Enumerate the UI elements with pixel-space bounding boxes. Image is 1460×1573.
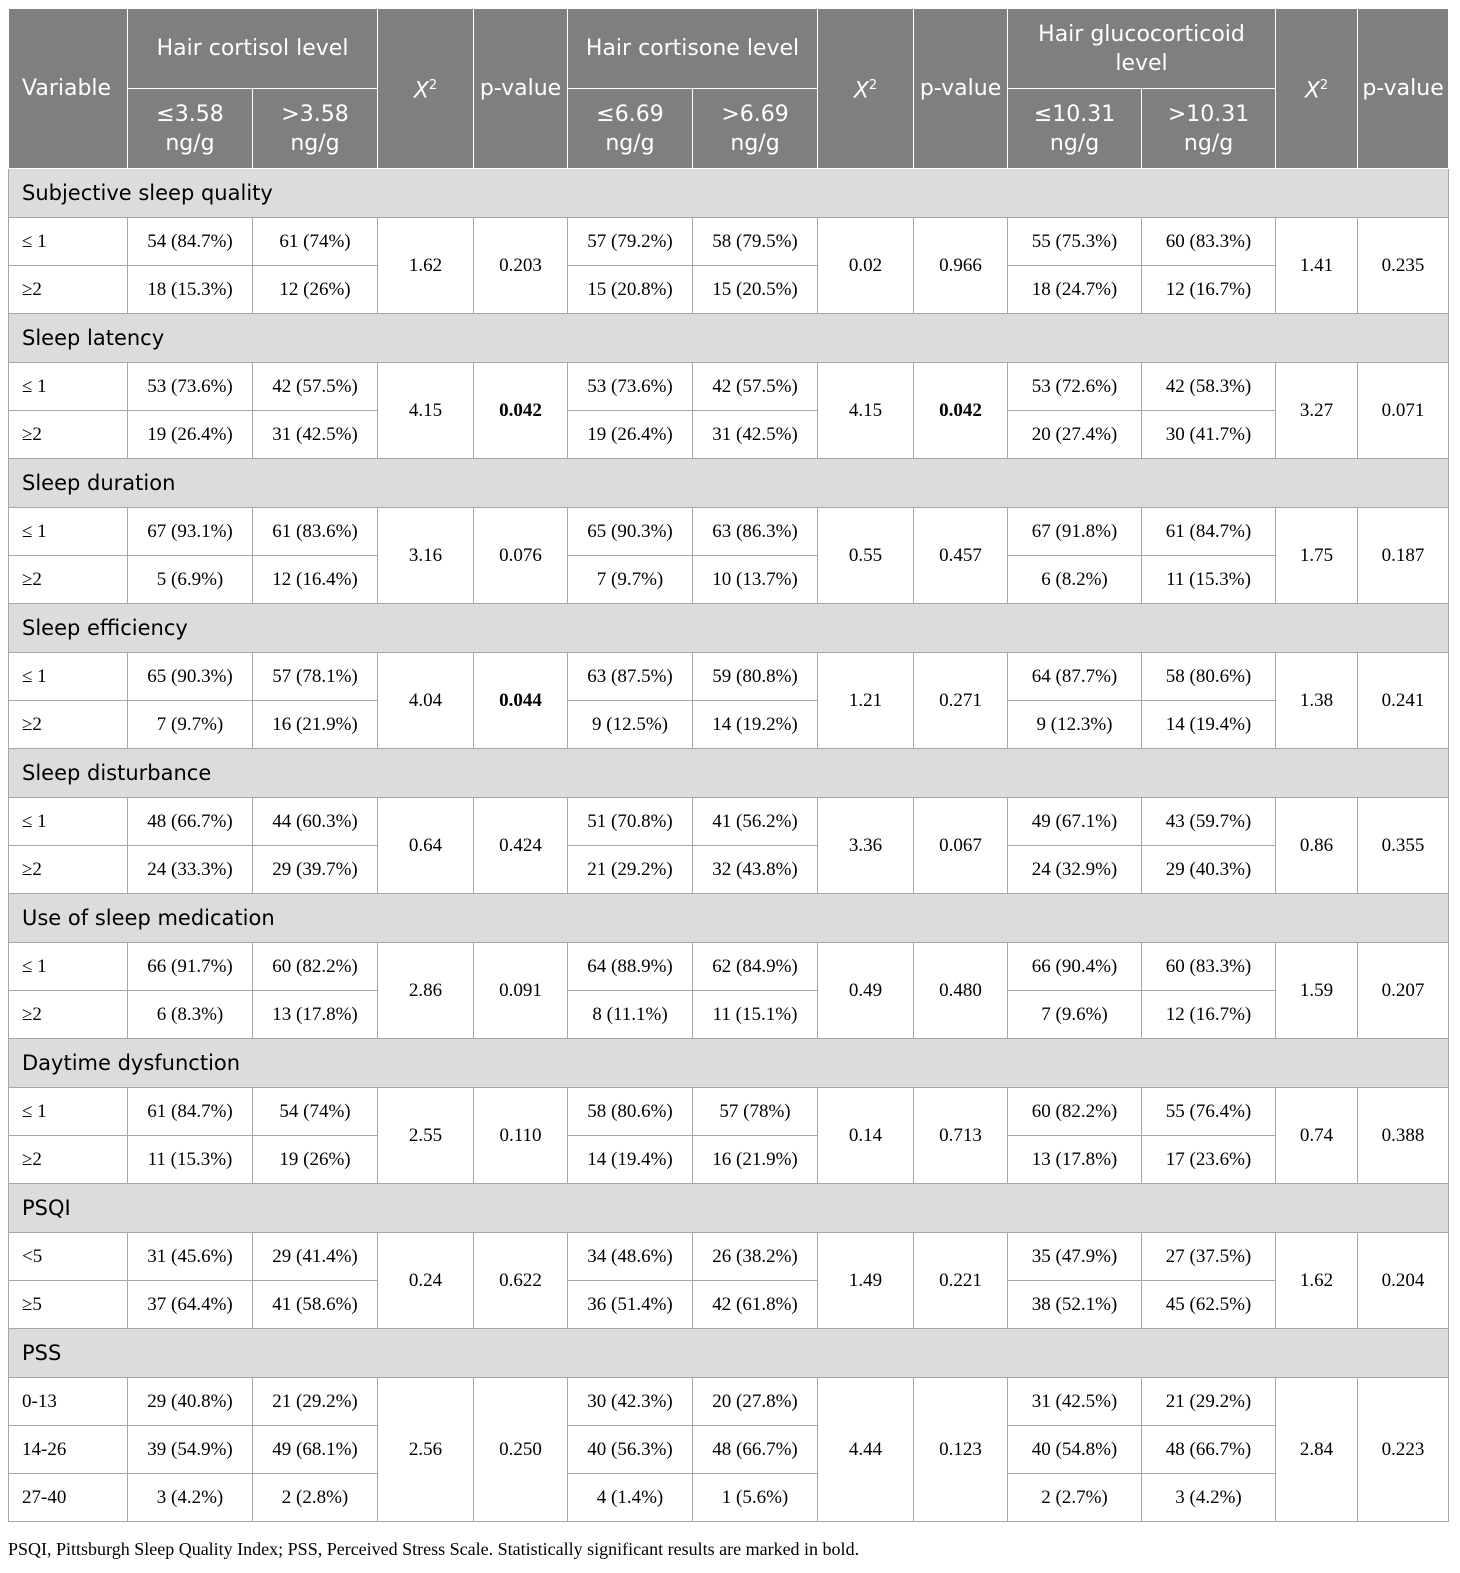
gluco-p-cell: 0.223 bbox=[1358, 1378, 1449, 1522]
cortisone-p-cell: 0.123 bbox=[914, 1378, 1008, 1522]
cortisone-low-cell: 30 (42.3%) bbox=[568, 1378, 693, 1426]
gluco-p-cell: 0.235 bbox=[1358, 218, 1449, 314]
cortisol-low-cell: 65 (90.3%) bbox=[128, 653, 253, 701]
cortisone-p-cell: 0.042 bbox=[914, 363, 1008, 459]
table-row bbox=[9, 411, 1449, 459]
cortisol-p-cell: 0.042 bbox=[474, 363, 568, 459]
table-row bbox=[9, 508, 1449, 556]
cortisone-p-cell: 0.713 bbox=[914, 1088, 1008, 1184]
cortisone-low-cell: 57 (79.2%) bbox=[568, 218, 693, 266]
cortisol-high-cell: 57 (78.1%) bbox=[253, 653, 378, 701]
header-p-cortisol: p-value bbox=[474, 9, 568, 169]
cortisol-chi-cell: 4.04 bbox=[378, 653, 474, 749]
row-label: ≤ 1 bbox=[9, 1088, 128, 1136]
gluco-low-cell: 38 (52.1%) bbox=[1008, 1281, 1142, 1329]
cortisol-high-cell: 19 (26%) bbox=[253, 1136, 378, 1184]
table-row bbox=[9, 1426, 1449, 1474]
cortisone-low-cell: 8 (11.1%) bbox=[568, 991, 693, 1039]
header-cortisone: Hair cortisone level bbox=[568, 9, 818, 89]
gluco-low-cell: 60 (82.2%) bbox=[1008, 1088, 1142, 1136]
cortisol-low-cell: 67 (93.1%) bbox=[128, 508, 253, 556]
row-label: ≤ 1 bbox=[9, 943, 128, 991]
cortisone-low-cell: 9 (12.5%) bbox=[568, 701, 693, 749]
section-title: Sleep efficiency bbox=[9, 604, 1449, 653]
header-cortisone-high: >6.69 ng/g bbox=[693, 89, 818, 169]
cortisone-high-cell: 41 (56.2%) bbox=[693, 798, 818, 846]
table-row bbox=[9, 1281, 1449, 1329]
gluco-high-cell: 58 (80.6%) bbox=[1142, 653, 1276, 701]
gluco-high-cell: 17 (23.6%) bbox=[1142, 1136, 1276, 1184]
table-row bbox=[9, 798, 1449, 846]
cortisol-p-cell: 0.044 bbox=[474, 653, 568, 749]
cortisol-low-cell: 3 (4.2%) bbox=[128, 1474, 253, 1522]
cortisol-low-cell: 31 (45.6%) bbox=[128, 1233, 253, 1281]
cortisone-low-cell: 51 (70.8%) bbox=[568, 798, 693, 846]
chi-superscript: 2 bbox=[868, 78, 878, 94]
gluco-chi-cell: 1.38 bbox=[1276, 653, 1358, 749]
row-label: ≤ 1 bbox=[9, 653, 128, 701]
cortisol-low-cell: 19 (26.4%) bbox=[128, 411, 253, 459]
cortisol-low-cell: 54 (84.7%) bbox=[128, 218, 253, 266]
cortisone-low-cell: 58 (80.6%) bbox=[568, 1088, 693, 1136]
section-row bbox=[9, 894, 1449, 943]
gluco-high-cell: 60 (83.3%) bbox=[1142, 943, 1276, 991]
gluco-low-cell: 66 (90.4%) bbox=[1008, 943, 1142, 991]
header-chi-cortisone bbox=[818, 9, 914, 169]
gluco-low-cell: 2 (2.7%) bbox=[1008, 1474, 1142, 1522]
gluco-low-cell: 64 (87.7%) bbox=[1008, 653, 1142, 701]
cortisone-p-cell: 0.480 bbox=[914, 943, 1008, 1039]
cortisone-chi-cell: 0.02 bbox=[818, 218, 914, 314]
cortisol-p-cell: 0.110 bbox=[474, 1088, 568, 1184]
gluco-low-cell: 55 (75.3%) bbox=[1008, 218, 1142, 266]
row-label: ≥2 bbox=[9, 991, 128, 1039]
cortisol-low-cell: 53 (73.6%) bbox=[128, 363, 253, 411]
chi-superscript: 2 bbox=[1319, 78, 1329, 94]
section-row bbox=[9, 1329, 1449, 1378]
table-row bbox=[9, 1233, 1449, 1281]
gluco-p-cell: 0.204 bbox=[1358, 1233, 1449, 1329]
table-row bbox=[9, 266, 1449, 314]
table-row bbox=[9, 218, 1449, 266]
cortisone-high-cell: 42 (57.5%) bbox=[693, 363, 818, 411]
cortisone-chi-cell: 0.14 bbox=[818, 1088, 914, 1184]
section-title: PSQI bbox=[9, 1184, 1449, 1233]
header-chi-cortisol bbox=[378, 9, 474, 169]
header-chi-gluco bbox=[1276, 9, 1358, 169]
cortisone-chi-cell: 3.36 bbox=[818, 798, 914, 894]
header-gluco-high: >10.31 ng/g bbox=[1142, 89, 1276, 169]
gluco-high-cell: 45 (62.5%) bbox=[1142, 1281, 1276, 1329]
table-row bbox=[9, 846, 1449, 894]
chi-symbol: X bbox=[853, 78, 869, 104]
gluco-low-cell: 40 (54.8%) bbox=[1008, 1426, 1142, 1474]
cortisol-chi-cell: 1.62 bbox=[378, 218, 474, 314]
cortisol-low-cell: 11 (15.3%) bbox=[128, 1136, 253, 1184]
gluco-p-cell: 0.207 bbox=[1358, 943, 1449, 1039]
chi-symbol: X bbox=[413, 78, 429, 104]
cortisol-chi-cell: 2.56 bbox=[378, 1378, 474, 1522]
gluco-low-cell: 9 (12.3%) bbox=[1008, 701, 1142, 749]
gluco-high-cell: 30 (41.7%) bbox=[1142, 411, 1276, 459]
gluco-low-cell: 18 (24.7%) bbox=[1008, 266, 1142, 314]
cortisone-p-cell: 0.457 bbox=[914, 508, 1008, 604]
gluco-high-cell: 55 (76.4%) bbox=[1142, 1088, 1276, 1136]
cortisone-low-cell: 4 (1.4%) bbox=[568, 1474, 693, 1522]
header-cortisol: Hair cortisol level bbox=[128, 9, 378, 89]
cortisone-chi-cell: 1.49 bbox=[818, 1233, 914, 1329]
gluco-chi-cell: 0.74 bbox=[1276, 1088, 1358, 1184]
cortisol-high-cell: 29 (41.4%) bbox=[253, 1233, 378, 1281]
cortisone-high-cell: 62 (84.9%) bbox=[693, 943, 818, 991]
row-label: ≤ 1 bbox=[9, 798, 128, 846]
row-label: ≥2 bbox=[9, 1136, 128, 1184]
cortisol-chi-cell: 0.64 bbox=[378, 798, 474, 894]
section-row bbox=[9, 169, 1449, 218]
gluco-chi-cell: 1.41 bbox=[1276, 218, 1358, 314]
cortisone-chi-cell: 0.55 bbox=[818, 508, 914, 604]
cortisol-low-cell: 24 (33.3%) bbox=[128, 846, 253, 894]
cortisol-p-cell: 0.203 bbox=[474, 218, 568, 314]
section-row bbox=[9, 1039, 1449, 1088]
cortisone-high-cell: 20 (27.8%) bbox=[693, 1378, 818, 1426]
cortisol-high-cell: 54 (74%) bbox=[253, 1088, 378, 1136]
gluco-p-cell: 0.071 bbox=[1358, 363, 1449, 459]
table-container bbox=[8, 8, 1448, 1522]
row-label: <5 bbox=[9, 1233, 128, 1281]
section-title: Use of sleep medication bbox=[9, 894, 1449, 943]
cortisol-low-cell: 66 (91.7%) bbox=[128, 943, 253, 991]
cortisol-chi-cell: 3.16 bbox=[378, 508, 474, 604]
header-gluco-low: ≤10.31 ng/g bbox=[1008, 89, 1142, 169]
gluco-high-cell: 21 (29.2%) bbox=[1142, 1378, 1276, 1426]
cortisone-p-cell: 0.966 bbox=[914, 218, 1008, 314]
gluco-chi-cell: 1.59 bbox=[1276, 943, 1358, 1039]
row-label: ≤ 1 bbox=[9, 218, 128, 266]
cortisone-low-cell: 34 (48.6%) bbox=[568, 1233, 693, 1281]
cortisol-high-cell: 16 (21.9%) bbox=[253, 701, 378, 749]
header-p-gluco: p-value bbox=[1358, 9, 1449, 169]
gluco-low-cell: 20 (27.4%) bbox=[1008, 411, 1142, 459]
gluco-low-cell: 35 (47.9%) bbox=[1008, 1233, 1142, 1281]
section-row bbox=[9, 749, 1449, 798]
cortisone-high-cell: 16 (21.9%) bbox=[693, 1136, 818, 1184]
row-label: ≥2 bbox=[9, 701, 128, 749]
row-label: ≤ 1 bbox=[9, 363, 128, 411]
table-header bbox=[9, 9, 1449, 169]
cortisol-high-cell: 60 (82.2%) bbox=[253, 943, 378, 991]
cortisone-p-cell: 0.067 bbox=[914, 798, 1008, 894]
cortisol-high-cell: 42 (57.5%) bbox=[253, 363, 378, 411]
row-label: 0-13 bbox=[9, 1378, 128, 1426]
cortisone-chi-cell: 1.21 bbox=[818, 653, 914, 749]
cortisol-low-cell: 18 (15.3%) bbox=[128, 266, 253, 314]
cortisol-high-cell: 29 (39.7%) bbox=[253, 846, 378, 894]
gluco-low-cell: 49 (67.1%) bbox=[1008, 798, 1142, 846]
cortisone-low-cell: 64 (88.9%) bbox=[568, 943, 693, 991]
gluco-high-cell: 12 (16.7%) bbox=[1142, 991, 1276, 1039]
cortisone-chi-cell: 4.15 bbox=[818, 363, 914, 459]
footnote: PSQI, Pittsburgh Sleep Quality Index; PSS, Perceived Stress Scale. Statistically significant results are marked in bold. bbox=[8, 1539, 860, 1559]
cortisone-high-cell: 26 (38.2%) bbox=[693, 1233, 818, 1281]
cortisone-low-cell: 7 (9.7%) bbox=[568, 556, 693, 604]
cortisone-p-cell: 0.221 bbox=[914, 1233, 1008, 1329]
cortisone-high-cell: 15 (20.5%) bbox=[693, 266, 818, 314]
cortisol-low-cell: 39 (54.9%) bbox=[128, 1426, 253, 1474]
gluco-low-cell: 53 (72.6%) bbox=[1008, 363, 1142, 411]
cortisol-high-cell: 49 (68.1%) bbox=[253, 1426, 378, 1474]
header-variable: Variable bbox=[9, 9, 128, 169]
gluco-high-cell: 3 (4.2%) bbox=[1142, 1474, 1276, 1522]
table-row bbox=[9, 1136, 1449, 1184]
cortisone-high-cell: 58 (79.5%) bbox=[693, 218, 818, 266]
gluco-chi-cell: 2.84 bbox=[1276, 1378, 1358, 1522]
table-row bbox=[9, 1474, 1449, 1522]
section-title: PSS bbox=[9, 1329, 1449, 1378]
header-cortisol-high: >3.58 ng/g bbox=[253, 89, 378, 169]
cortisone-chi-cell: 4.44 bbox=[818, 1378, 914, 1522]
cortisone-chi-cell: 0.49 bbox=[818, 943, 914, 1039]
gluco-low-cell: 24 (32.9%) bbox=[1008, 846, 1142, 894]
gluco-high-cell: 61 (84.7%) bbox=[1142, 508, 1276, 556]
cortisone-low-cell: 40 (56.3%) bbox=[568, 1426, 693, 1474]
cortisol-chi-cell: 2.86 bbox=[378, 943, 474, 1039]
cortisone-low-cell: 19 (26.4%) bbox=[568, 411, 693, 459]
gluco-chi-cell: 1.62 bbox=[1276, 1233, 1358, 1329]
cortisone-high-cell: 63 (86.3%) bbox=[693, 508, 818, 556]
row-label: ≥2 bbox=[9, 266, 128, 314]
cortisone-high-cell: 1 (5.6%) bbox=[693, 1474, 818, 1522]
header-cortisone-low: ≤6.69 ng/g bbox=[568, 89, 693, 169]
cortisol-chi-cell: 2.55 bbox=[378, 1088, 474, 1184]
cortisone-high-cell: 32 (43.8%) bbox=[693, 846, 818, 894]
cortisol-low-cell: 5 (6.9%) bbox=[128, 556, 253, 604]
gluco-p-cell: 0.241 bbox=[1358, 653, 1449, 749]
table-row bbox=[9, 556, 1449, 604]
section-row bbox=[9, 314, 1449, 363]
gluco-high-cell: 11 (15.3%) bbox=[1142, 556, 1276, 604]
cortisone-low-cell: 63 (87.5%) bbox=[568, 653, 693, 701]
cortisone-high-cell: 31 (42.5%) bbox=[693, 411, 818, 459]
gluco-low-cell: 6 (8.2%) bbox=[1008, 556, 1142, 604]
cortisol-low-cell: 37 (64.4%) bbox=[128, 1281, 253, 1329]
gluco-p-cell: 0.355 bbox=[1358, 798, 1449, 894]
row-label: ≥2 bbox=[9, 846, 128, 894]
cortisol-high-cell: 31 (42.5%) bbox=[253, 411, 378, 459]
gluco-chi-cell: 0.86 bbox=[1276, 798, 1358, 894]
gluco-chi-cell: 3.27 bbox=[1276, 363, 1358, 459]
cortisol-low-cell: 6 (8.3%) bbox=[128, 991, 253, 1039]
cortisone-low-cell: 21 (29.2%) bbox=[568, 846, 693, 894]
cortisol-high-cell: 61 (83.6%) bbox=[253, 508, 378, 556]
gluco-high-cell: 48 (66.7%) bbox=[1142, 1426, 1276, 1474]
cortisol-low-cell: 48 (66.7%) bbox=[128, 798, 253, 846]
gluco-p-cell: 0.388 bbox=[1358, 1088, 1449, 1184]
section-title: Sleep latency bbox=[9, 314, 1449, 363]
cortisol-high-cell: 41 (58.6%) bbox=[253, 1281, 378, 1329]
chi-superscript: 2 bbox=[428, 78, 438, 94]
cortisone-low-cell: 36 (51.4%) bbox=[568, 1281, 693, 1329]
section-title: Subjective sleep quality bbox=[9, 169, 1449, 218]
gluco-high-cell: 12 (16.7%) bbox=[1142, 266, 1276, 314]
table-row bbox=[9, 1378, 1449, 1426]
cortisol-low-cell: 61 (84.7%) bbox=[128, 1088, 253, 1136]
cortisone-high-cell: 11 (15.1%) bbox=[693, 991, 818, 1039]
row-label: 27-40 bbox=[9, 1474, 128, 1522]
cortisol-low-cell: 29 (40.8%) bbox=[128, 1378, 253, 1426]
section-title: Daytime dysfunction bbox=[9, 1039, 1449, 1088]
cortisol-high-cell: 21 (29.2%) bbox=[253, 1378, 378, 1426]
gluco-high-cell: 43 (59.7%) bbox=[1142, 798, 1276, 846]
cortisol-high-cell: 13 (17.8%) bbox=[253, 991, 378, 1039]
cortisol-chi-cell: 4.15 bbox=[378, 363, 474, 459]
cortisol-low-cell: 7 (9.7%) bbox=[128, 701, 253, 749]
cortisol-p-cell: 0.091 bbox=[474, 943, 568, 1039]
row-label: 14-26 bbox=[9, 1426, 128, 1474]
gluco-low-cell: 7 (9.6%) bbox=[1008, 991, 1142, 1039]
results-table bbox=[8, 8, 1449, 1522]
table-row bbox=[9, 653, 1449, 701]
gluco-high-cell: 29 (40.3%) bbox=[1142, 846, 1276, 894]
cortisone-low-cell: 14 (19.4%) bbox=[568, 1136, 693, 1184]
gluco-high-cell: 60 (83.3%) bbox=[1142, 218, 1276, 266]
section-row bbox=[9, 1184, 1449, 1233]
cortisol-high-cell: 12 (26%) bbox=[253, 266, 378, 314]
cortisol-chi-cell: 0.24 bbox=[378, 1233, 474, 1329]
table-row bbox=[9, 363, 1449, 411]
cortisone-high-cell: 57 (78%) bbox=[693, 1088, 818, 1136]
cortisone-p-cell: 0.271 bbox=[914, 653, 1008, 749]
cortisol-high-cell: 61 (74%) bbox=[253, 218, 378, 266]
cortisone-low-cell: 65 (90.3%) bbox=[568, 508, 693, 556]
cortisone-high-cell: 42 (61.8%) bbox=[693, 1281, 818, 1329]
cortisol-p-cell: 0.250 bbox=[474, 1378, 568, 1522]
chi-symbol: X bbox=[1304, 78, 1320, 104]
header-glucocorticoid: Hair glucocorticoid level bbox=[1008, 9, 1276, 89]
header-p-cortisone: p-value bbox=[914, 9, 1008, 169]
cortisone-high-cell: 59 (80.8%) bbox=[693, 653, 818, 701]
gluco-high-cell: 42 (58.3%) bbox=[1142, 363, 1276, 411]
gluco-p-cell: 0.187 bbox=[1358, 508, 1449, 604]
table-row bbox=[9, 943, 1449, 991]
gluco-high-cell: 27 (37.5%) bbox=[1142, 1233, 1276, 1281]
table-row bbox=[9, 1088, 1449, 1136]
row-label: ≥5 bbox=[9, 1281, 128, 1329]
table-body bbox=[9, 169, 1449, 1522]
cortisol-high-cell: 12 (16.4%) bbox=[253, 556, 378, 604]
gluco-low-cell: 67 (91.8%) bbox=[1008, 508, 1142, 556]
row-label: ≥2 bbox=[9, 556, 128, 604]
section-title: Sleep duration bbox=[9, 459, 1449, 508]
table-row bbox=[9, 991, 1449, 1039]
cortisol-high-cell: 44 (60.3%) bbox=[253, 798, 378, 846]
cortisone-low-cell: 53 (73.6%) bbox=[568, 363, 693, 411]
section-title: Sleep disturbance bbox=[9, 749, 1449, 798]
cortisol-p-cell: 0.424 bbox=[474, 798, 568, 894]
gluco-low-cell: 31 (42.5%) bbox=[1008, 1378, 1142, 1426]
cortisone-high-cell: 48 (66.7%) bbox=[693, 1426, 818, 1474]
section-row bbox=[9, 604, 1449, 653]
row-label: ≥2 bbox=[9, 411, 128, 459]
cortisone-high-cell: 14 (19.2%) bbox=[693, 701, 818, 749]
row-label: ≤ 1 bbox=[9, 508, 128, 556]
cortisone-low-cell: 15 (20.8%) bbox=[568, 266, 693, 314]
cortisol-p-cell: 0.076 bbox=[474, 508, 568, 604]
cortisol-high-cell: 2 (2.8%) bbox=[253, 1474, 378, 1522]
section-row bbox=[9, 459, 1449, 508]
cortisol-p-cell: 0.622 bbox=[474, 1233, 568, 1329]
table-row bbox=[9, 701, 1449, 749]
gluco-high-cell: 14 (19.4%) bbox=[1142, 701, 1276, 749]
gluco-chi-cell: 1.75 bbox=[1276, 508, 1358, 604]
header-cortisol-low: ≤3.58 ng/g bbox=[128, 89, 253, 169]
gluco-low-cell: 13 (17.8%) bbox=[1008, 1136, 1142, 1184]
cortisone-high-cell: 10 (13.7%) bbox=[693, 556, 818, 604]
